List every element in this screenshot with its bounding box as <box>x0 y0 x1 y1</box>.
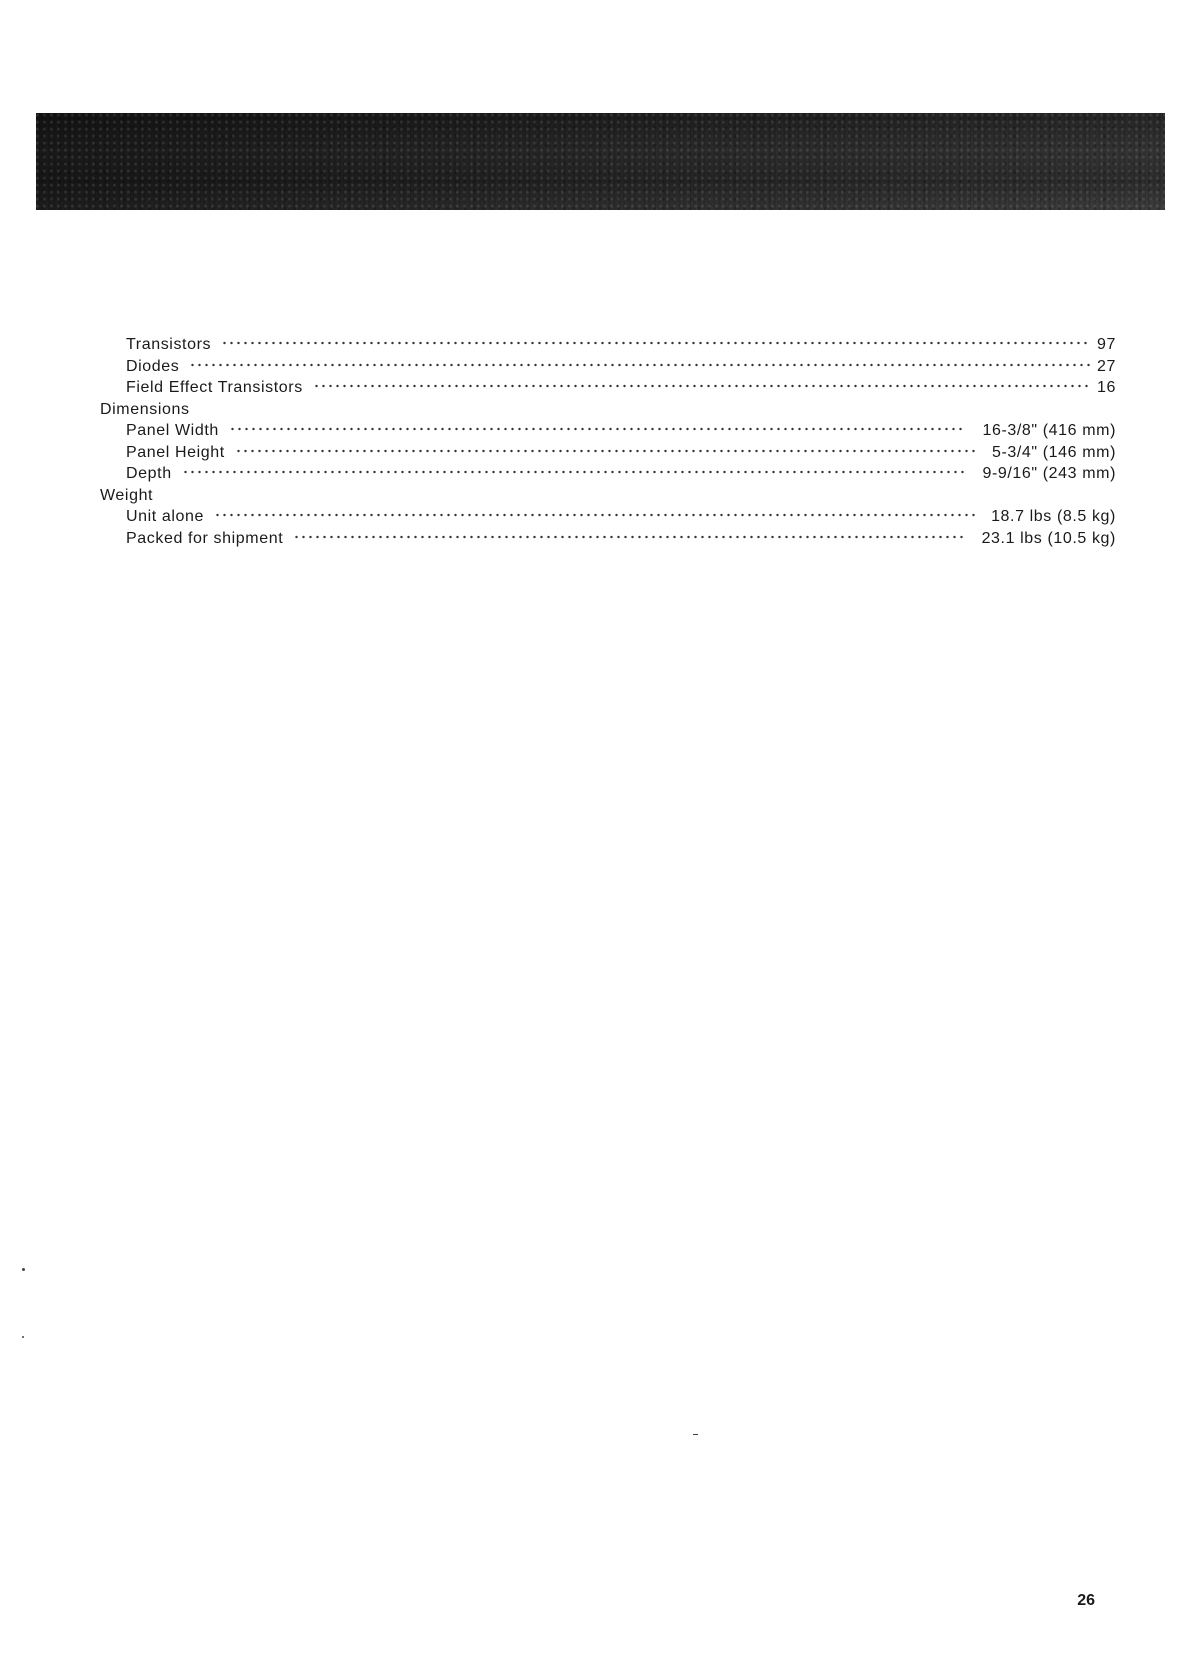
spec-label: Panel Width <box>126 422 219 439</box>
dot-leader <box>182 470 967 474</box>
spec-row-depth <box>100 465 1116 487</box>
spec-row-panel-width <box>100 422 1116 444</box>
spec-row-unit-alone <box>100 508 1116 530</box>
dot-leader <box>189 363 1091 367</box>
spec-row-transistors <box>100 336 1116 358</box>
dot-leader <box>293 535 965 539</box>
spec-value: 9-9/16" (243 mm) <box>982 465 1116 482</box>
spec-label: Packed for shipment <box>126 529 284 547</box>
spec-value: 5-3/4" (146 mm) <box>991 443 1116 461</box>
spec-row-diodes <box>100 358 1116 380</box>
spec-label: Diodes <box>126 357 180 375</box>
spec-value: 18.7 lbs (8.5 kg) <box>991 508 1116 525</box>
spec-label: Transistors <box>126 336 212 353</box>
spec-row-panel-height <box>100 444 1116 466</box>
spec-label: Unit alone <box>126 508 205 525</box>
dimensions-heading: Dimensions <box>100 400 190 418</box>
spec-label: Depth <box>126 465 172 482</box>
spec-value: 16-3/8" (416 mm) <box>982 422 1116 439</box>
scan-speck <box>22 1268 25 1271</box>
spec-row-packed-for-shipment <box>100 530 1116 552</box>
spec-label: Panel Height <box>126 443 225 461</box>
specifications-list <box>100 336 1116 551</box>
scan-speck <box>693 1434 698 1435</box>
spec-row-field-effect-transistors <box>100 379 1116 401</box>
page-number: 26 <box>1077 1592 1095 1609</box>
dot-leader <box>229 427 967 431</box>
dot-leader <box>313 384 1091 388</box>
scan-speck <box>22 1336 24 1338</box>
dot-leader <box>214 513 975 517</box>
header-band <box>36 113 1165 210</box>
weight-heading: Weight <box>100 486 154 504</box>
spec-label: Field Effect Transistors <box>126 379 303 396</box>
spec-value: 23.1 lbs (10.5 kg) <box>981 529 1116 547</box>
spec-value: 97 <box>1097 336 1116 353</box>
dot-leader <box>235 449 976 453</box>
dot-leader <box>221 341 1091 345</box>
spec-value: 16 <box>1097 379 1116 396</box>
spec-value: 27 <box>1097 357 1116 375</box>
